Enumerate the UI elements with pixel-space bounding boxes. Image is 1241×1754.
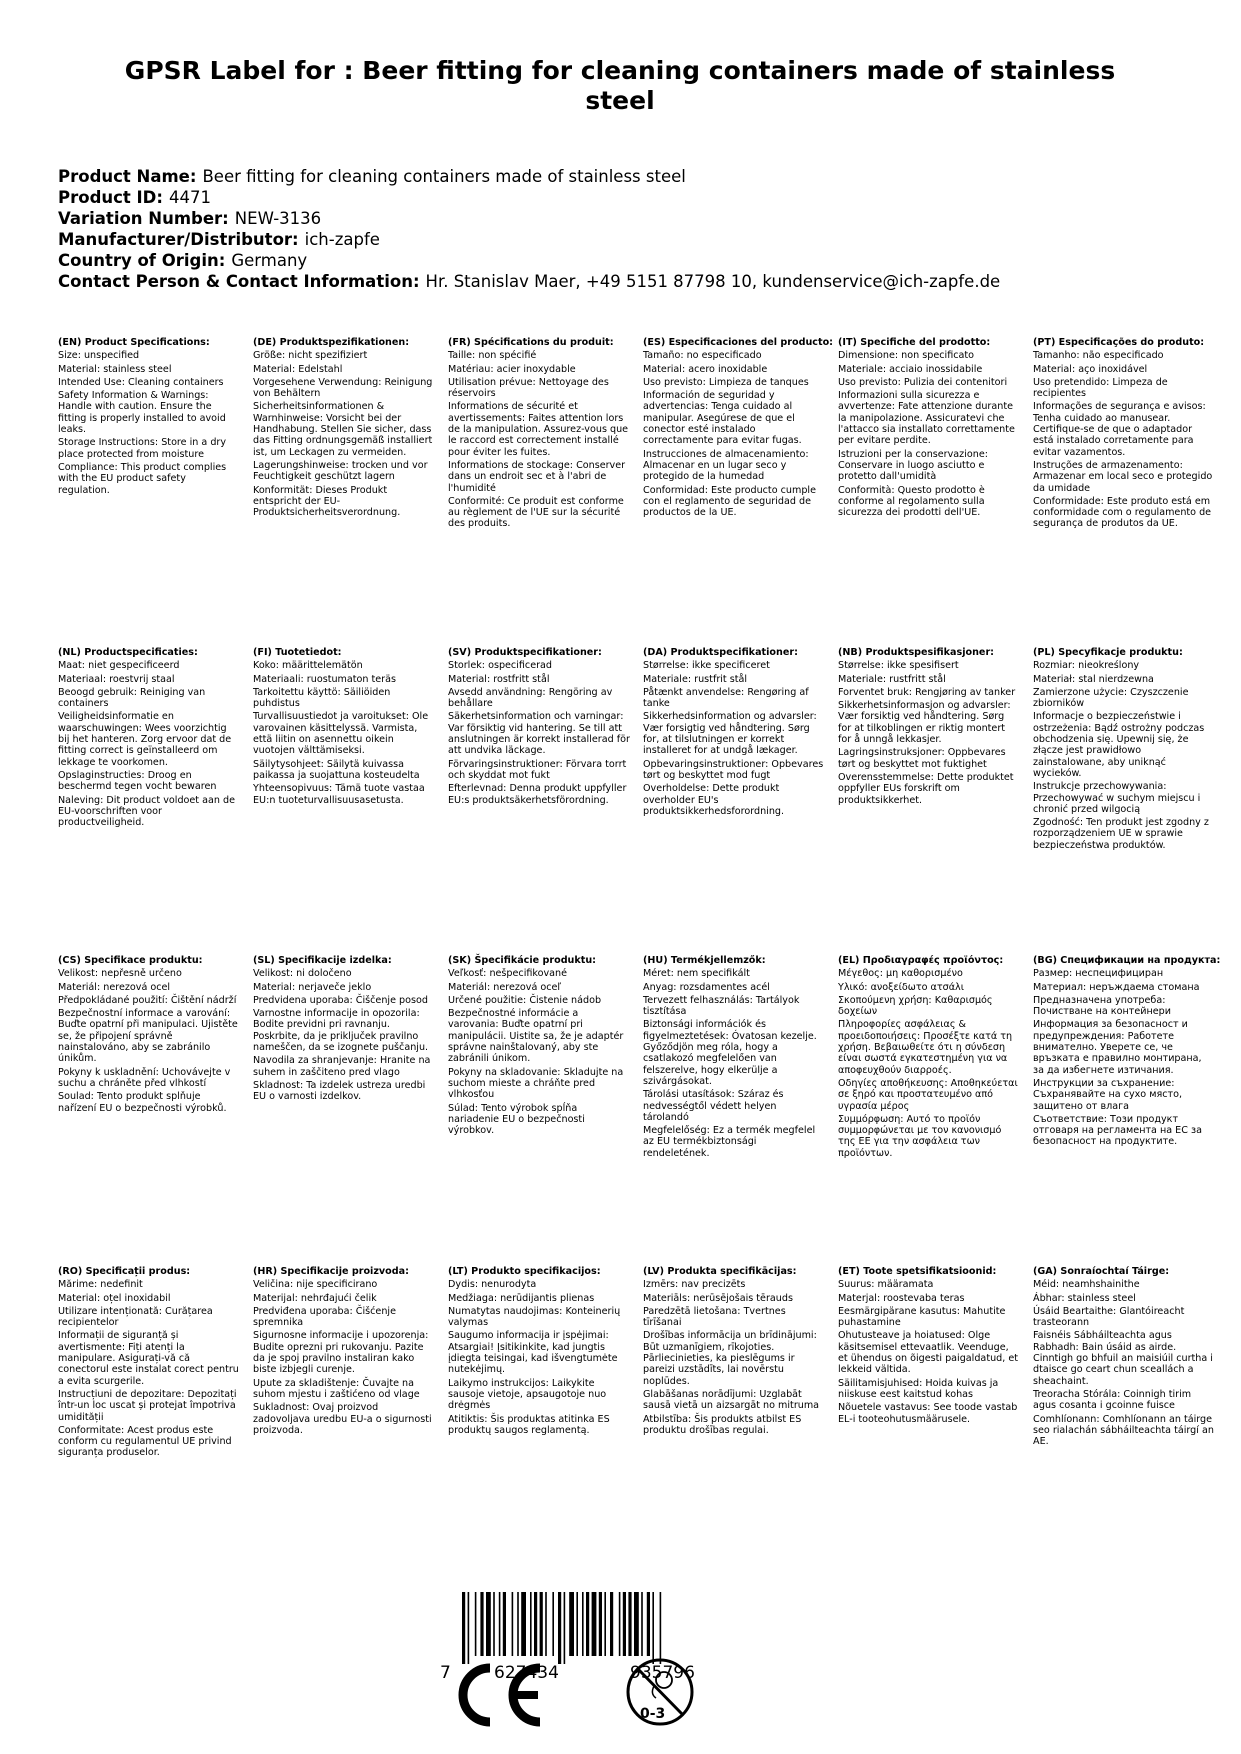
spec-line: Συμμόρφωση: Αυτό το προϊόν συμμορφώνεται με τον κανονισμό της ΕΕ για την ασφάλεια των προϊόντων. [838,1113,1002,1159]
spec-line: Информация за безопасност и предупреждения: Работете внимателно. Уверете се, че връзката е правилно монтирана, за да избегнете изтичания. [1033,1019,1202,1076]
spec-line: Sikkerhetsinformasjon og advarsler: Vær forsiktig ved håndtering. Sørg for at tilkoblingen er riktig montert for å unngå lekkasjer. [838,700,1011,746]
language-heading: (LT) Produkto specifikacijos: [448,1266,601,1277]
spec-line: Bezpečnostné informácie a varovania: Buďte opatrní pri manipulácii. Uistite sa, že je adaptér správne nainštalovaný, aby ste zabránili únikom. [448,1008,624,1065]
barcode-bar [641,1592,643,1656]
info-value: Germany [231,251,308,270]
barcode-bar [512,1592,514,1656]
spec-line: Lagerungshinweise: trocken und vor Feuchtigkeit geschützt lagern [253,459,428,483]
language-block [448,955,630,1136]
spec-line: Skladnost: Ta izdelek ustreza uredbi EU o varnosti izdelkov. [253,1079,426,1103]
language-block [643,1266,825,1436]
spec-line: Overholdelse: Dette produkt overholder EU's produktsikkerhedsforordning. [643,783,785,817]
spec-line: Paredzētā lietošana: Tvertnes tīrīšanai [643,1305,786,1329]
spec-line: Maat: niet gespecificeerd [58,660,180,672]
spec-line: Velikost: ni določeno [253,968,352,980]
barcode-bar [623,1592,626,1656]
spec-line: Material: stainless steel [58,363,172,375]
spec-line: Pokyny k uskladnění: Uchovávejte v suchu a chráněte před vlhkostí [58,1066,231,1089]
barcode-bar [604,1592,606,1656]
language-heading: (PT) Especificações do produto: [1033,337,1205,348]
spec-line: Veľkosť: nešpecifikované [448,968,568,980]
spec-line: Lagringsinstruksjoner: Oppbevares tørt og beskyttet mot fuktighet [838,747,1006,770]
product-info-row [58,250,1000,271]
spec-line: Instruções de armazenamento: Armazenar em local seco e protegido da umidade [1033,459,1213,494]
spec-line: Størrelse: ikke specificeret [643,660,770,672]
barcode-bar [552,1592,554,1656]
language-heading: (NB) Produktspesifikasjoner: [838,647,995,658]
language-block [643,337,834,519]
language-block [58,1266,240,1459]
language-heading: (BG) Спецификации на продукта: [1033,955,1221,966]
spec-line: Navodila za shranjevanje: Hranite na suhem in zaščiteno pred vlago [253,1055,431,1078]
spec-line: Conformidad: Este producto cumple con el reglamento de seguridad de productos de la UE. [643,484,816,519]
language-block [253,955,435,1103]
spec-line: Eesmärgipärane kasutus: Mahutite puhastamine [838,1305,1006,1329]
barcode-bar [517,1592,519,1656]
spec-line: Uso pretendido: Limpeza de recipientes [1033,376,1168,400]
spec-line: Ábhar: stainless steel [1033,1292,1136,1304]
spec-line: Intended Use: Cleaning containers [58,376,224,388]
barcode-bar [545,1592,547,1656]
spec-line: Pokyny na skladovanie: Skladujte na suchom mieste a chráňte pred vlhkosťou [448,1066,624,1101]
spec-line: Πληροφορίες ασφάλειας & προειδοποιήσεις: Προσέξτε κατά τη χρήση. Βεβαιωθείτε ότι η σύνδεση είναι σωστά εγκατεστημένη για να αποφευχθούν διαρροές. [838,1019,1013,1076]
spec-line: Instrucciones de almacenamiento: Almacenar en un lugar seco y protegido de la humedad [643,448,809,483]
info-label: Product Name: [58,167,197,186]
spec-line: Medžiaga: nerūdijantis plienas [448,1292,595,1304]
spec-line: Conformidade: Este produto está em conformidade com o regulamento de segurança de produtos da UE. [1033,495,1212,530]
spec-line: Koko: määrittelemätön [253,660,363,672]
language-heading: (SV) Produktspecifikationer: [448,647,602,658]
spec-line: Conformità: Questo prodotto è conforme al regolamento sulla sicurezza dei prodotti dell'UE. [838,484,985,519]
spec-line: Méret: nem specifikált [643,968,750,980]
spec-line: Předpokládané použití: Čištění nádrží [58,994,237,1006]
spec-line: Οδηγίες αποθήκευσης: Αποθηκεύεται σε ξηρό και προστατευμένο από υγρασία μέρος [838,1077,1018,1112]
barcode-bar [647,1592,650,1656]
language-block [643,647,825,817]
language-block [253,337,435,518]
spec-line: Påtænkt anvendelse: Rengøring af tanke [643,686,809,710]
spec-line: Materiaali: ruostumaton teräs [253,673,397,685]
product-info-row [58,208,1000,229]
spec-line: Informações de segurança e avisos: Tenha cuidado ao manusear. Certifique-se de que o adaptador está instalado corretamente para evitar vazamentos. [1033,401,1206,458]
spec-line: Materiāls: nerūsējošais tērauds [643,1292,793,1304]
spec-line: Información de seguridad y advertencias: Tenga cuidado al manipular. Asegúrese de que el conector esté instalado correctamente para evitar fugas. [643,390,802,447]
product-info-row [58,187,1000,208]
spec-line: Material: Edelstahl [253,363,343,375]
spec-line: Инструкции за съхранение: Съхранявайте на сухо място, защитено от влага [1033,1077,1183,1112]
spec-line: Informations de sécurité et avertissements: Faites attention lors de la manipulation. Assurez-vous que le raccord est correctement installé pour éviter les fuites. [448,401,629,458]
spec-line: Veiligheidsinformatie en waarschuwingen: Wees voorzichtig bij het hanteren. Zorg ervoor dat de fitting correct is geïnstalleerd om lekkage te voorkomen. [58,711,232,768]
spec-line: Σκοπούμενη χρήση: Καθαρισμός δοχείων [838,994,993,1018]
spec-line: Materiaal: roestvrij staal [58,673,175,685]
barcode-bar [558,1592,561,1664]
spec-line: Materjal: roostevaba teras [838,1292,965,1304]
spec-line: Beoogd gebruik: Reiniging van containers [58,686,206,710]
spec-line: Taille: non spécifié [448,350,537,362]
not-for-children-0-3-icon [624,1656,696,1728]
barcode-bar [652,1592,654,1664]
info-label: Manufacturer/Distributor: [58,230,299,249]
spec-line: Informations de stockage: Conserver dans un endroit sec et à l'abri de l'humidité [448,459,626,494]
product-info [58,166,1000,292]
spec-line: Materiale: rustfrit stål [643,673,748,685]
spec-line: Saugumo informacija ir įspėjimai: Atsargiai! Įsitikinkite, kad jungtis įdiegta teisingai, kad išvengtumėte nutekėjimų. [448,1330,618,1376]
spec-line: Anyag: rozsdamentes acél [643,981,770,993]
barcode-digits-group1: 627434 [494,1663,559,1683]
language-block [838,955,1020,1159]
spec-line: Suurus: määramata [838,1279,934,1291]
spec-line: Opslaginstructies: Droog en beschermd tegen vocht bewaren [58,769,217,793]
language-block [1033,955,1221,1148]
product-info-row [58,166,1000,187]
spec-line: Conformitate: Acest produs este conform cu regulamentul UE privind siguranța produselor. [58,1424,232,1459]
language-block [58,337,240,496]
spec-line: Rozmiar: nieokreślony [1033,660,1140,672]
language-heading: (RO) Specificații produs: [58,1266,191,1277]
language-heading: (DA) Produktspecifikationer: [643,647,798,658]
barcode-bar [582,1592,584,1656]
barcode-bar [521,1592,526,1656]
spec-line: Materiál: nerezová oceľ [448,981,562,993]
spec-line: Materijal: nehrđajući čelik [253,1292,377,1304]
spec-line: Drošības informācija un brīdinājumi: Būt uzmanīgiem, rīkojoties. Pārliecinieties, ka pieslēgums ir pareizi uzstādīts, lai novērstu noplūdes. [643,1330,817,1387]
spec-line: Glabāšanas norādījumi: Uzglabāt sausā vietā un aizsargāt no mitruma [643,1388,820,1412]
barcode-bar [576,1592,578,1656]
spec-line: Størrelse: ikke spesifisert [838,660,959,672]
spec-line: Veličina: nije specificirano [253,1279,378,1291]
spec-line: Opbevaringsinstruktioner: Opbevares tørt og beskyttet mod fugt [643,758,824,781]
spec-line: Säilitamisjuhised: Hoida kuivas ja niiskuse eest kaitstud kohas [838,1377,999,1400]
spec-line: Izmērs: nav precizēts [643,1279,746,1291]
language-heading: (HR) Specifikacije proizvoda: [253,1266,409,1277]
spec-line: Naleving: Dit product voldoet aan de EU-voorschriften voor productveiligheid. [58,794,235,829]
spec-line: Úsáid Beartaithe: Glantóireacht trasteorann [1033,1305,1185,1329]
spec-line: Comhlíonann: Comhlíonann an táirge seo rialachán sábháilteachta táirgí an AE. [1033,1413,1214,1448]
barcode-bar [540,1592,543,1656]
spec-line: Méid: neamhshainithe [1033,1279,1140,1291]
spec-line: Megfelelőség: Ez a termék megfelel az EU termékbiztonsági rendeletének. [643,1125,816,1159]
language-heading: (DE) Produktspezifikationen: [253,337,410,348]
language-block [58,647,240,828]
spec-line: Turvallisuustiedot ja varoitukset: Ole varovainen käsittelyssä. Varmista, että liitin on asennettu oikein vuotojen välttämiseksi. [253,711,429,757]
language-block [253,647,435,806]
barcode-bar [486,1592,491,1656]
language-block [448,1266,630,1436]
info-label: Variation Number: [58,209,229,228]
spec-line: Instrucțiuni de depozitare: Depozitați într-un loc uscat și protejat împotriva umidității [58,1388,237,1423]
spec-line: Sigurnosne informacije i upozorenja: Budite oprezni pri rukovanju. Pazite da je spoj pravilno instaliran kako biste izbjegli curenje. [253,1330,429,1376]
language-block [838,647,1020,806]
spec-line: Sikkerhedsinformation og advarsler: Vær forsigtig ved håndtering. Sørg for, at tilslutningen er korrekt installeret for at undgå lækager. [643,711,817,757]
language-heading: (PL) Specyfikacje produktu: [1033,647,1183,658]
spec-line: Uso previsto: Limpieza de tanques [643,376,809,388]
barcode-digits-group2: 935796 [630,1663,695,1683]
info-value: Beer fitting for cleaning containers made of stainless steel [202,167,686,186]
language-block [838,337,1020,518]
spec-line: Predviđena uporaba: Čišćenje spremnika [253,1305,396,1329]
language-block [1033,337,1215,530]
language-heading: (SK) Špecifikácie produktu: [448,955,597,966]
barcode-bar [619,1592,621,1656]
spec-line: Konformität: Dieses Produkt entspricht der EU-Produktsicherheitsverordnung. [253,484,401,519]
barcode-bar [480,1592,483,1656]
language-block [838,1266,1020,1425]
spec-line: Tarkoitettu käyttö: Säiliöiden puhdistus [253,686,391,710]
spec-line: Υλικό: ανοξείδωτο ατσάλι [838,981,964,993]
info-label: Contact Person & Contact Information: [58,272,420,291]
language-block [1033,1266,1215,1447]
spec-line: Materiał: stal nierdzewna [1033,673,1154,685]
language-block [448,337,630,530]
spec-line: Предназначена употреба: Почистване на контейнери [1033,994,1171,1018]
language-block [1033,647,1215,851]
spec-line: Súlad: Tento výrobok spĺňa nariadenie EU o bezpečnosti výrobkov. [448,1102,585,1137]
spec-line: Atitiktis: Šis produktas atitinka ES produktų saugos reglamentą. [448,1413,610,1436]
info-value: ich-zapfe [304,230,380,249]
spec-line: Materiale: rustfritt stål [838,673,946,685]
spec-line: Bezpečnostní informace a varování: Buďte opatrní při manipulaci. Ujistěte se, že připojení správně nainstalováno, aby se zabránilo únikům. [58,1008,238,1065]
spec-line: Dydis: nenurodyta [448,1279,537,1291]
spec-line: Zamierzone użycie: Czyszczenie zbiorników [1033,686,1189,710]
barcode-bar [503,1592,506,1656]
info-value: Hr. Stanislav Maer, +49 5151 87798 10, kundenservice@ich-zapfe.de [425,272,1001,291]
spec-line: Matériau: acier inoxydable [448,363,576,375]
spec-line: Informații de siguranță și avertismente: Fiți atenți la manipulare. Asigurați-vă că conectorul este instalat corect pentru a evita scurgerile. [58,1330,239,1387]
spec-line: Storage Instructions: Store in a dry place protected from moisture [58,437,227,460]
language-heading: (ES) Especificaciones del producto: [643,337,834,348]
language-block [643,955,825,1159]
spec-line: Biztonsági információk és figyelmeztetések: Óvatosan kezelje. Győződjön meg róla, hogy a csatlakozó megfelelően van felszerelve, hogy elkerülje a szivárgásokat. [643,1019,817,1087]
language-heading: (FI) Tuotetiedot: [253,647,342,658]
spec-line: Vorgesehene Verwendung: Reinigung von Behältern [253,376,433,400]
spec-line: Uso previsto: Pulizia dei contenitori [838,376,1008,388]
ce-mark-icon [450,1660,550,1730]
spec-line: Material: oțel inoxidabil [58,1292,171,1304]
language-heading: (SL) Specifikacije izdelka: [253,955,392,966]
spec-line: Материал: неръждаема стомана [1033,981,1200,993]
spec-line: Velikost: nepřesně určeno [58,968,182,980]
page-title: GPSR Label for : Beer fitting for cleaning containers made of stainless steel [124,56,1116,115]
spec-line: Material: nerjaveče jeklo [253,981,372,993]
info-value: NEW-3136 [234,209,322,228]
barcode-bar [475,1592,477,1656]
spec-line: Upute za skladištenje: Čuvajte na suhom mjestu i zaštićeno od vlage [253,1377,420,1400]
barcode-bar [628,1592,631,1656]
spec-line: Μέγεθος: μη καθορισμένο [838,968,963,980]
info-label: Product ID: [58,188,163,207]
language-heading: (GA) Sonraíochtaí Táirge: [1033,1266,1170,1277]
barcode-bar [564,1592,566,1664]
product-info-row [58,229,1000,250]
language-heading: (NL) Productspecificaties: [58,647,198,658]
barcode-digit-first: 7 [440,1663,451,1683]
language-block [253,1266,435,1436]
barcode-bar [634,1592,639,1656]
language-heading: (ET) Toote spetsifikatsioonid: [838,1266,997,1277]
spec-line: Safety Information & Warnings: Handle with caution. Ensure the fitting is properly installed to avoid leaks. [58,390,226,436]
spec-line: Sukladnost: Ovaj proizvod zadovoljava uredbu EU-a o sigurnosti proizvoda. [253,1402,432,1436]
language-heading: (IT) Specifiche del prodotto: [838,337,991,348]
spec-line: Tervezett felhasználás: Tartályok tisztítása [643,994,800,1018]
spec-line: Numatytas naudojimas: Konteinerių valymas [448,1305,621,1329]
spec-line: Materiale: acciaio inossidabile [838,363,983,375]
spec-line: Yhteensopivuus: Tämä tuote vastaa EU:n tuoteturvallisuusasetusta. [253,783,425,806]
spec-line: Förvaringsinstruktioner: Förvara torrt och skyddat mot fukt [448,758,627,781]
spec-line: Overensstemmelse: Dette produktet oppfyller EUs forskrift om produktsikkerhet. [838,771,1014,806]
spec-line: Instrukcje przechowywania: Przechowywać w suchym miejscu i chronić przed wilgocią [1033,781,1201,815]
spec-line: Varnostne informacije in opozorila: Bodite previdni pri ravnanju. Poskrbite, da je priključek pravilno nameščen, da se izognete puščanju. [253,1008,429,1054]
barcode-bar [468,1592,470,1664]
age-warning-label: 0-3 [640,1706,666,1722]
spec-line: Treoracha Stórála: Coinnigh tirim agus cosanta i gcoinne fuisce [1033,1388,1192,1412]
info-value: 4471 [168,188,211,207]
language-block [448,647,630,806]
spec-line: Faisnéis Sábháilteachta agus Rabhadh: Bain úsáid as airde. Cinntigh go bhfuil an maisiúil curtha i dtaisce go ceart chun sceallách a sheachaint. [1033,1330,1213,1387]
spec-line: Laikymo instrukcijos: Laikykite sausoje vietoje, apsaugotoje nuo drėgmės [448,1377,607,1412]
spec-line: Utilisation prévue: Nettoyage des réservoirs [448,376,609,400]
spec-line: Conformité: Ce produit est conforme au règlement de l'UE sur la sécurité des produits. [448,495,624,530]
spec-line: Material: acero inoxidable [643,363,768,375]
spec-line: Größe: nicht spezifiziert [253,350,368,362]
language-heading: (LV) Produkta specifikācijas: [643,1266,797,1277]
barcode-bar [586,1592,589,1656]
barcode-bar [534,1592,537,1656]
spec-line: Určené použitie: Čistenie nádob [448,994,602,1006]
spec-line: Material: aço inoxidável [1033,363,1148,375]
spec-line: Tamaño: no especificado [643,350,762,362]
spec-line: Tárolási utasítások: Száraz és nedvességtől védett helyen tárolandó [643,1089,784,1123]
barcode-bar [499,1592,501,1656]
spec-line: Size: unspecified [58,350,140,362]
spec-line: Zgodność: Ten produkt jest zgodny z rozporządzeniem UE w sprawie bezpieczeństwa produktów. [1033,817,1209,851]
spec-line: Mărime: nedefinit [58,1279,143,1291]
spec-line: Nõuetele vastavus: See toode vastab EL-i tooteohutusmäärusele. [838,1402,1018,1425]
language-heading: (CS) Specifikace produktu: [58,955,203,966]
info-label: Country of Origin: [58,251,226,270]
spec-line: Avsedd användning: Rengöring av behållare [448,686,613,710]
language-heading: (FR) Spécifications du produit: [448,337,614,348]
barcode-bar [530,1592,532,1656]
spec-line: Informazioni sulla sicurezza e avvertenze: Fate attenzione durante la manipolazione. Assicuratevi che l'attacco sia installato correttamente per evitare perdite. [838,390,1015,447]
barcode-bar [493,1592,495,1656]
spec-line: Material: rostfritt stål [448,673,550,685]
spec-line: Sicherheitsinformationen & Warnhinweise: Vorsicht bei der Handhabung. Stellen Sie sicher, dass das Fitting ordnungsgemäß installiert ist, um Leckagen zu vermeiden. [253,401,433,458]
language-block [58,955,240,1114]
spec-line: Forventet bruk: Rengjøring av tanker [838,686,1016,698]
spec-line: Dimensione: non specificato [838,350,975,362]
spec-line: Ohutusteave ja hoiatused: Olge käsitsemisel ettevaatlik. Veenduge, et ühendus on õigesti paigaldatud, et lekkeid vältida. [838,1330,1019,1376]
spec-line: Istruzioni per la conservazione: Conservare in luogo asciutto e protetto dall'umidità [838,448,988,483]
spec-line: Säilytysohjeet: Säilytä kuivassa paikassa ja suojattuna kosteudelta [253,758,420,781]
spec-line: Tamanho: não especificado [1033,350,1164,362]
spec-line: Materiál: nerezová ocel [58,981,171,993]
spec-line: Efterlevnad: Denna produkt uppfyller EU:s produktsäkerhetsförordning. [448,783,627,806]
barcode-bar [610,1592,613,1656]
spec-line: Utilizare intenționată: Curățarea recipientelor [58,1305,213,1329]
spec-line: Storlek: ospecificerad [448,660,553,672]
spec-line: Compliance: This product complies with the EU product safety regulation. [58,461,227,496]
spec-line: Soulad: Tento produkt splňuje nařízení EU o bezpečnosti výrobků. [58,1091,227,1114]
spec-line: Размер: неспецифициран [1033,968,1164,980]
language-heading: (EL) Προδιαγραφές προϊόντος: [838,955,1004,966]
barcode-bar [569,1592,574,1656]
spec-line: Säkerhetsinformation och varningar: Var försiktig vid hantering. Se till att anslutningen är korrekt installerad för att undvika läckage. [448,711,630,757]
spec-line: Informacje o bezpieczeństwie i ostrzeżenia: Bądź ostrożny podczas obchodzenia się. Upewnij się, że złącze jest prawidłowo zainstalowane, aby uniknąć wycieków. [1033,711,1205,779]
spec-line: Predvidena uporaba: Čiščenje posod [253,994,428,1006]
barcode-bar [660,1592,662,1664]
language-heading: (EN) Product Specifications: [58,337,210,348]
barcode-bar [599,1592,602,1656]
barcode-bar [592,1592,597,1656]
barcode-bar [462,1592,465,1664]
spec-line: Atbilstība: Šis produkts atbilst ES produktu drošības regulai. [643,1413,802,1436]
spec-line: Съответствие: Този продукт отговаря на регламента на ЕС за безопасност на продуктите. [1033,1113,1202,1148]
product-info-row [58,271,1000,292]
language-heading: (HU) Termékjellemzők: [643,955,766,966]
